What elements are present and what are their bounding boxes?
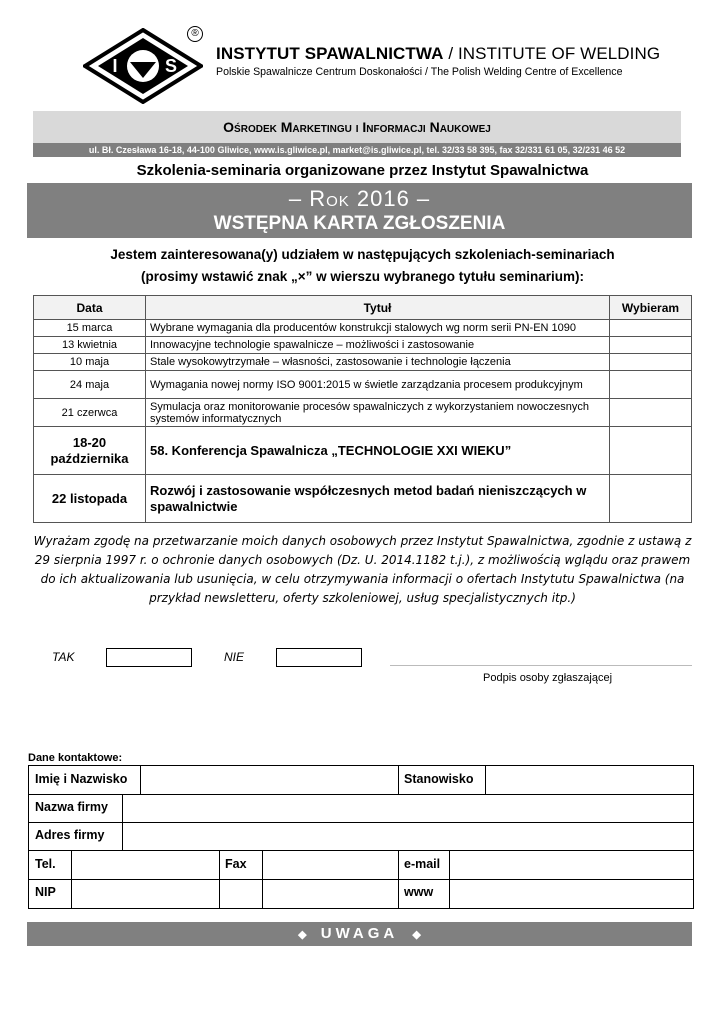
marketing-center-band: Ośrodek Marketingu i Informacji Naukowej [33, 111, 681, 143]
form-title: WSTĘPNA KARTA ZGŁOSZENIA [213, 213, 506, 234]
consent-yes-label: TAK [52, 650, 75, 664]
phone-field[interactable] [73, 853, 217, 877]
email-label: e-mail [404, 857, 441, 871]
email-field[interactable] [451, 853, 691, 877]
svg-text:I: I [112, 56, 118, 76]
seminar-date: 13 kwietnia [34, 337, 146, 354]
signature-line[interactable] [390, 665, 692, 666]
seminar-title: Symulacja oraz monitorowanie procesów spawalniczych z wykorzystaniem nowoczesnych systemów informatycznych [146, 399, 610, 427]
consent-yes-box[interactable] [106, 648, 192, 667]
fax-field[interactable] [264, 853, 396, 877]
notice-band [27, 922, 692, 946]
interest-instruction: (prosimy wstawić znak „×” w wierszu wybranego tytułu seminarium): [141, 269, 584, 284]
table-row [34, 371, 692, 399]
table-row [34, 399, 692, 427]
seminar-select-cell[interactable] [610, 399, 692, 427]
seminar-title: 58. Konferencja Spawalnicza „TECHNOLOGIE XXI WIEKU” [146, 427, 610, 475]
col-header-title: Tytuł [146, 296, 610, 320]
institute-name-pl: INSTYTUT SPAWALNICTWA [216, 44, 444, 63]
seminar-select-cell[interactable] [610, 427, 692, 475]
seminars-heading: Szkolenia-seminaria organizowane przez Instytut Spawalnictwa [136, 162, 589, 179]
institute-name [216, 44, 660, 64]
company-address-field[interactable] [124, 824, 690, 848]
year-value: 2016 – [349, 186, 431, 211]
seminar-title: Stale wysokowytrzymałe – własności, zastosowanie i technologie łączenia [146, 354, 610, 371]
table-row [34, 320, 692, 337]
year-prefix: – [288, 186, 310, 211]
www-field[interactable] [451, 882, 691, 906]
col-header-date: Data [34, 296, 146, 320]
company-name-label: Nazwa firmy [35, 800, 108, 814]
seminar-date: 24 maja [34, 371, 146, 399]
name-field[interactable] [142, 768, 396, 792]
registered-mark: ® [187, 26, 203, 42]
institute-name-en: INSTITUTE OF WELDING [457, 44, 661, 63]
data-consent-text: Wyrażam zgodę na przetwarzanie moich danych osobowych przez Instytut Spawalnictwa, zgodnie z ustawą z 29 sierpnia 1997 r. o ochronie danych osobowych (Dz. U. 2014.1182 t.j.), z możliwością wglądu oraz prawem do ich aktualizowania lub usunięcia, w celu otrzymywania informacji o ofertach Instytutu Spawalnictwa (na przykład newsletteru, oferty szkoleniowej, usług specjalistycznych itp.) [33, 534, 692, 605]
interest-statement: Jestem zainteresowana(y) udziałem w następujących szkoleniach-seminariach [110, 247, 615, 262]
year-word: Rok [309, 186, 350, 211]
table-row [34, 354, 692, 371]
table-row [34, 427, 692, 475]
year-heading [27, 186, 692, 212]
institute-subtitle: Polskie Spawalnicze Centrum Doskonałości / The Polish Welding Centre of Excellence [216, 66, 623, 78]
address-band: ul. Bł. Czesława 16-18, 44-100 Gliwice, www.is.gliwice.pl, market@is.gliwice.pl, tel. 32/33 58 395, fax 32/331 61 05, 32/231 46 52 [33, 143, 681, 157]
seminar-title: Wybrane wymagania dla producentów konstrukcji stalowych wg norm serii PN-EN 1090 [146, 320, 610, 337]
year-title-block [27, 183, 692, 238]
seminar-select-cell[interactable] [610, 371, 692, 399]
col-header-select: Wybieram [610, 296, 692, 320]
institute-logo [83, 28, 203, 104]
nip-field[interactable] [73, 882, 217, 906]
seminar-date: 21 czerwca [34, 399, 146, 427]
notice-label: UWAGA [320, 925, 399, 942]
seminar-date: 18-20 października [34, 427, 146, 475]
seminar-date: 15 marca [34, 320, 146, 337]
seminar-select-cell[interactable] [610, 337, 692, 354]
diamond-icon: ◆ [298, 929, 307, 941]
contact-heading: Dane kontaktowe: [28, 752, 123, 764]
seminar-date: 22 listopada [34, 475, 146, 523]
seminar-title: Innowacyjne technologie spawalnicze – możliwości i zastosowanie [146, 337, 610, 354]
signature-label: Podpis osoby zgłaszającej [483, 672, 613, 684]
consent-no-box[interactable] [276, 648, 362, 667]
name-label: Imię i Nazwisko [35, 772, 128, 786]
svg-text:S: S [164, 56, 178, 76]
seminar-title: Rozwój i zastosowanie współczesnych metod badań nieniszczących w spawalnictwie [146, 475, 610, 523]
institute-name-separator: / [443, 44, 458, 63]
phone-label: Tel. [35, 857, 56, 871]
diamond-icon: ◆ [412, 929, 421, 941]
fax-label: Fax [225, 857, 247, 871]
table-row [34, 337, 692, 354]
company-address-label: Adres firmy [35, 828, 105, 842]
seminar-select-cell[interactable] [610, 475, 692, 523]
table-row [34, 475, 692, 523]
contact-form [28, 765, 694, 909]
seminar-select-cell[interactable] [610, 320, 692, 337]
position-field[interactable] [487, 768, 691, 792]
nip-label: NIP [35, 885, 56, 899]
www-label: www [404, 885, 434, 899]
seminar-select-cell[interactable] [610, 354, 692, 371]
consent-no-label: NIE [224, 650, 245, 664]
seminar-table [33, 295, 692, 523]
company-name-field[interactable] [124, 796, 690, 820]
position-label: Stanowisko [404, 772, 474, 786]
seminar-date: 10 maja [34, 354, 146, 371]
seminar-title: Wymagania nowej normy ISO 9001:2015 w świetle zarządzania procesem produkcyjnym [146, 371, 610, 399]
seminar-table-header [34, 296, 692, 320]
